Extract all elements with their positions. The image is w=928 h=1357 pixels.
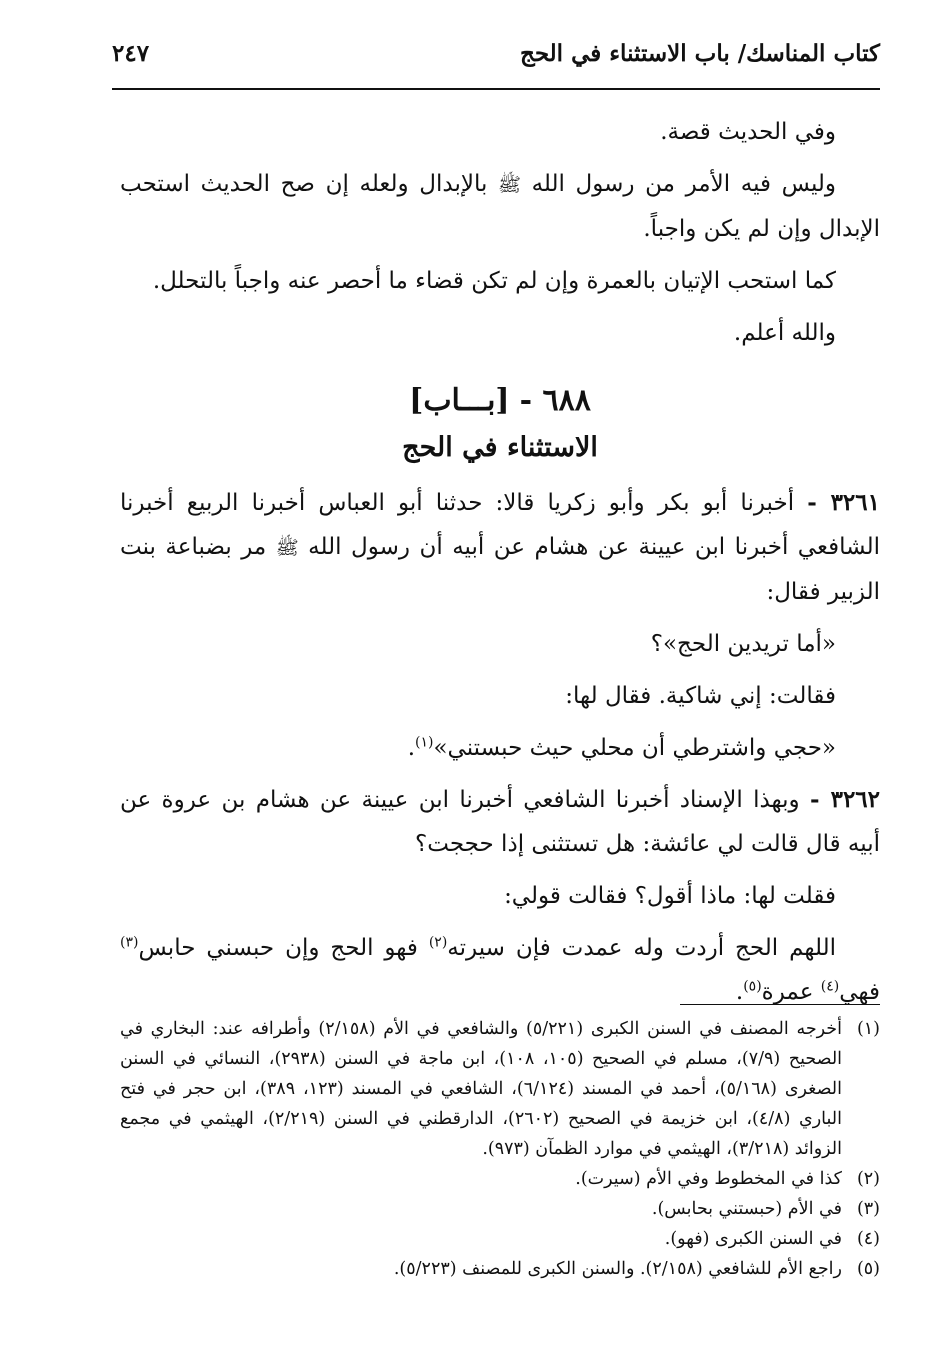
chapter-word: [بـــاب] [409,383,510,418]
footnote-number: (٤) [856,1229,880,1249]
header-rule [112,88,880,90]
hadith-text: فهو الحج وإن حبسني حابس [138,935,418,961]
footnote-number: (١) [856,1019,880,1039]
footnote-text: كذا في المخطوط وفي الأم (سيرت). [575,1169,842,1189]
prophet-salutation-glyph: ﷺ [275,537,299,559]
footnote-item [120,1254,880,1284]
footnote-text: في الأم (حبستني بحابس). [651,1199,842,1219]
footnote-reference[interactable]: (٤) [820,978,840,995]
hadith-text: عمرة [761,979,814,1005]
paragraph-text: وفي الحديث قصة. [660,119,836,145]
footnote-text: أخرجه المصنف في السنن الكبرى (٥/٢٢١) والشافعي في الأم (٢/١٥٨) وأطرافه عند: البخاري في الصحيح (٧/٩)، مسلم في الصحيح (١٠٥، ١٠٨)، ابن ماجة في السنن (٢٩٣٨)، النسائي في السنن الصغرى (٥/١٦٨)، أحمد في المسند (٦/١٢٤)، الشافعي في المسند (١٢٣، ٣٨٩)، ابن حجر في فتح الباري (٤/٨)، ابن خزيمة في الصحيح (٢٦٠٢)، الدارقطني في السنن (٢/٢١٩)، الهيثمي في مجمع الزوائد (٣/٢١٨)، الهيثمي في موارد الظمآن (٩٧٣). [120,1019,843,1159]
hadith-text: فهي [839,979,880,1005]
footnote-item [120,1014,880,1164]
hadith-line [120,674,880,718]
running-title: كتاب المناسك/ باب الاستثناء في الحج [519,40,880,67]
footnote-item [120,1224,880,1254]
hadith-text: وبهذا الإسناد أخبرنا الشافعي أخبرنا ابن عيينة عن هشام بن عروة عن أبيه قال قالت لي عائشة: هل تستثنى إذا حججت؟ [120,787,880,857]
paragraph-text: وليس فيه الأمر من رسول الله [531,171,836,197]
hadith-line [120,926,880,1014]
footnotes [120,1014,880,1284]
footnote-number: (٥) [856,1259,880,1279]
footnote-rule [680,1004,880,1005]
footnote-number: (٣) [856,1199,880,1219]
hadith-number: ٣٢٦١ - [807,489,880,516]
hadith-text: «حجي واشترطي أن محلي حيث حبستني» [433,735,836,761]
hadith-line [120,622,880,666]
paragraph-substitution [120,162,880,251]
hadith-text: فقلت لها: ماذا أقول؟ فقالت قولي: [504,883,836,909]
footnote-item [120,1194,880,1224]
footnote-item [120,1164,880,1194]
hadith-text: . [407,735,416,761]
paragraph-allah-knows [120,311,880,355]
page-number: ٢٤٧ [112,40,150,67]
footnote-number: (٢) [856,1169,880,1189]
footnote-reference[interactable]: (١) [415,734,434,751]
hadith-text: مر بضباعة بنت الزبير فقال: [120,534,880,605]
hadith-text: . [735,979,744,1005]
paragraph-text: كما استحب الإتيان بالعمرة وإن لم تكن قضاء ما أحصر عنه واجباً بالتحلل. [152,268,836,294]
hadith-text: اللهم الحج أردت وله عمدت فإن سيرته [447,935,836,961]
chapter-number: ٦٨٨ - [519,383,591,418]
footnote-reference[interactable]: (٢) [428,934,448,951]
main-text [120,110,880,1022]
hadith-text: «أما تريدين الحج»؟ [650,631,836,657]
hadith-3262 [120,778,880,866]
footnote-text: راجع الأم للشافعي (٢/١٥٨). والسنن الكبرى للمصنف (٥/٢٢٣). [393,1259,842,1279]
hadith-text: فقالت: إني شاكية. فقال لها: [565,683,836,709]
running-header [112,40,880,67]
paragraph-umrah [120,259,880,303]
prophet-salutation-glyph: ﷺ [498,174,521,196]
hadith-number: ٣٢٦٢ - [810,786,881,813]
hadith-line [120,874,880,918]
paragraph-text: بالإبدال ولعله إن صح الحديث استحب الإبدال وإن لم يكن واجباً. [120,171,880,242]
chapter-title: الاستثناء في الحج [402,432,598,463]
hadith-text: أخبرنا أبو بكر وأبو زكريا قالا: حدثنا أبو العباس أخبرنا الربيع أخبرنا الشافعي أخبرنا ابن عيينة عن هشام عن أبيه أن رسول الله [120,490,880,560]
footnote-reference[interactable]: (٣) [120,934,139,951]
hadith-3261 [120,481,880,614]
footnote-text: في السنن الكبرى (فهو). [664,1229,842,1249]
chapter-heading [120,377,880,425]
paragraph-story [120,110,880,154]
paragraph-text: والله أعلم. [733,320,836,346]
footnote-reference[interactable]: (٥) [743,978,762,995]
hadith-line [120,726,880,770]
